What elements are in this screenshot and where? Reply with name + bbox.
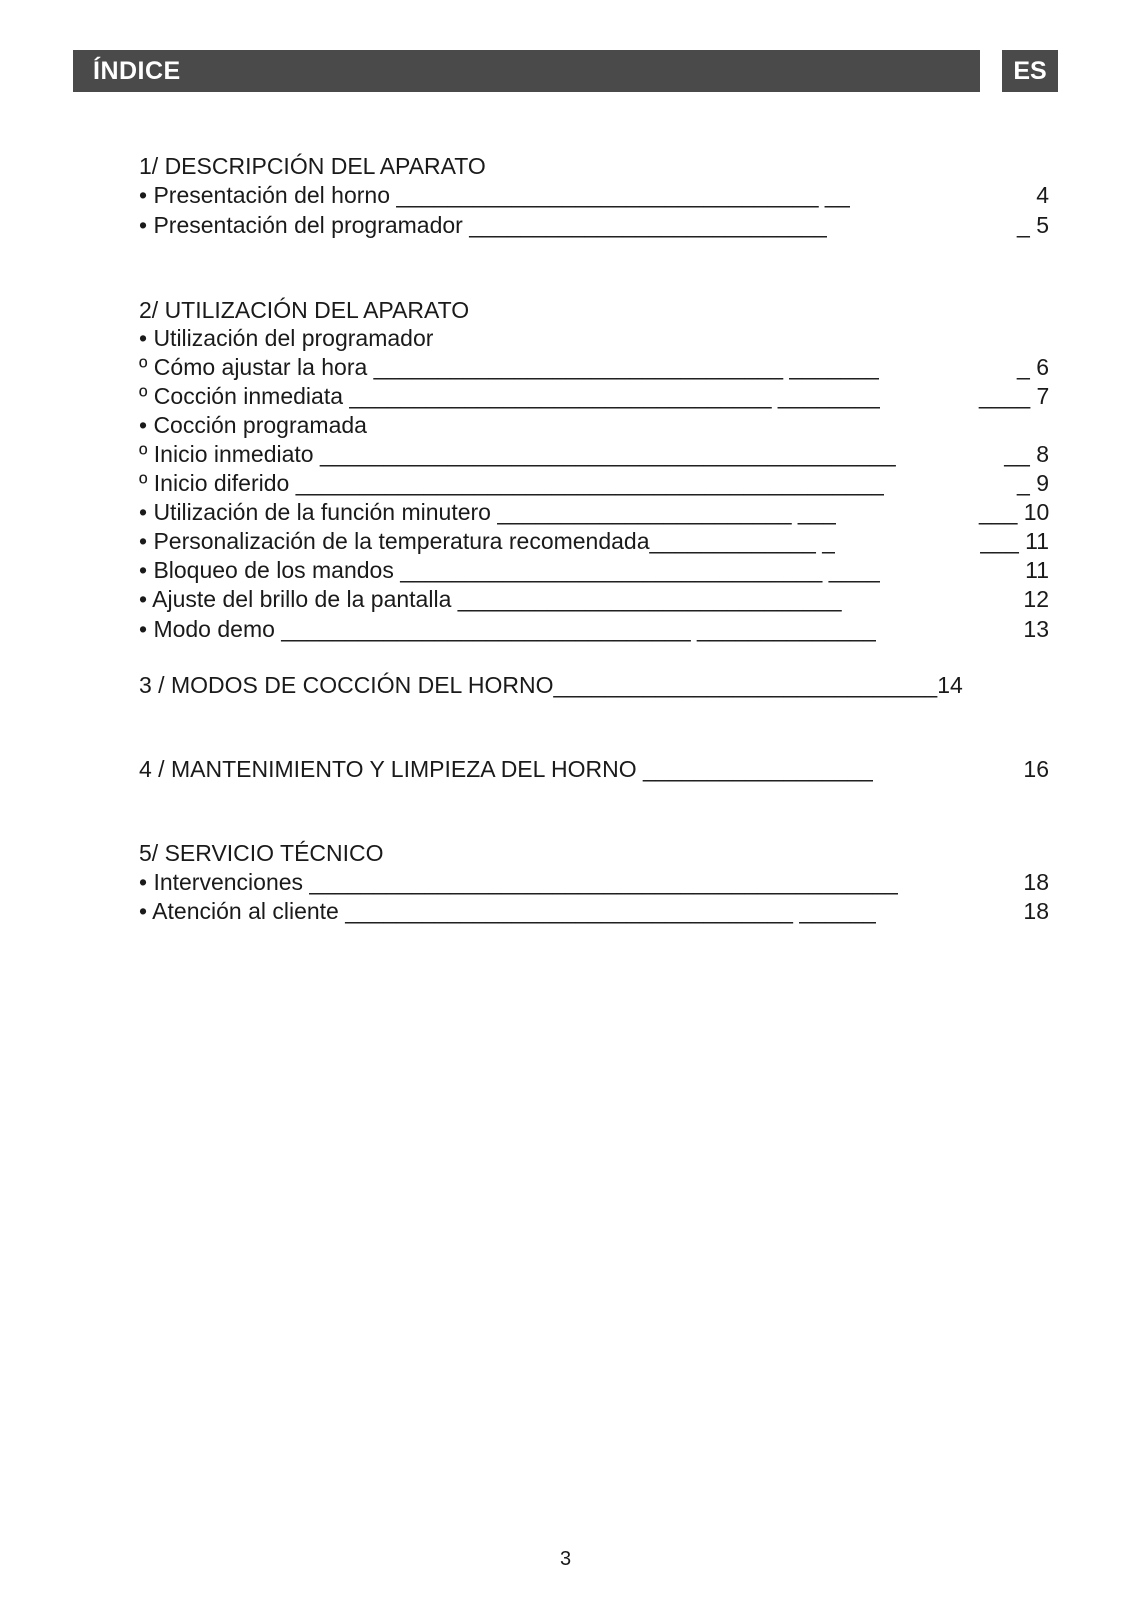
section-title: 5/ SERVICIO TÉCNICO — [139, 840, 384, 866]
toc-entry-text: • Cocción programada — [139, 412, 367, 438]
toc-entry-text: • Presentación del horno _________________________________ __ — [139, 182, 851, 208]
toc-entry-page: __ 8 — [1004, 441, 1049, 467]
section-title: 3 / MODOS DE COCCIÓN DEL HORNO______________________________14 — [139, 672, 963, 698]
toc-entry-page: 16 — [1023, 756, 1049, 782]
section-title: 1/ DESCRIPCIÓN DEL APARATO — [139, 153, 486, 179]
toc-entry[interactable] — [139, 180, 1049, 210]
toc-entry-page: 13 — [1023, 616, 1049, 642]
toc-section-5 — [139, 839, 1049, 925]
toc-entry[interactable] — [139, 440, 1049, 468]
toc-entry[interactable] — [139, 556, 1049, 584]
toc-entry-page: ____ 7 — [979, 383, 1050, 409]
toc-entry[interactable] — [139, 410, 1049, 440]
toc-entry-text: • Ajuste del brillo de la pantalla ______________________________ — [139, 586, 842, 612]
toc-entry-text: º Inicio inmediato _____________________________________________ — [139, 441, 896, 467]
toc-section-1 — [139, 152, 1049, 240]
toc-entry-page: 18 — [1023, 869, 1049, 895]
toc-entry-text: º Inicio diferido ______________________________________________ — [139, 470, 885, 496]
language-badge: ES — [1002, 50, 1058, 92]
toc-entry[interactable] — [139, 526, 1049, 556]
toc-section-3[interactable] — [139, 671, 1049, 699]
toc-entry-page: ___ 10 — [979, 499, 1050, 525]
toc-entry-text: • Bloqueo de los mandos _________________________________ ____ — [139, 557, 880, 583]
toc-entry[interactable] — [139, 352, 1049, 382]
toc-entry-text: • Presentación del programador ____________________________ — [139, 212, 828, 238]
toc-entry[interactable] — [139, 382, 1049, 410]
toc-entry-page: _ 6 — [1017, 354, 1049, 380]
toc-entry-text: • Utilización de la función minutero _______________________ ___ — [139, 499, 837, 525]
table-of-contents — [139, 152, 1049, 925]
toc-entry-text: • Modo demo ________________________________ ______________ — [139, 616, 877, 642]
toc-entry-page: 11 — [1025, 557, 1049, 583]
toc-entry-text: º Cómo ajustar la hora ________________________________ _______ — [139, 354, 879, 380]
toc-entry[interactable] — [139, 210, 1049, 240]
toc-entry[interactable] — [139, 324, 1049, 352]
header-bar — [73, 50, 980, 92]
toc-entry[interactable] — [139, 755, 1049, 783]
section-title: 2/ UTILIZACIÓN DEL APARATO — [139, 297, 470, 323]
toc-section-4[interactable] — [139, 755, 1049, 783]
toc-entry-page: _ 5 — [1017, 212, 1049, 238]
toc-entry-text: • Atención al cliente ___________________________________ ______ — [139, 898, 877, 924]
toc-entry-page: 4 — [1036, 182, 1049, 208]
toc-entry-text: • Intervenciones ______________________________________________ — [139, 869, 898, 895]
toc-entry-page: 18 — [1023, 898, 1049, 924]
page-number: 3 — [559, 1548, 572, 1570]
page-title: ÍNDICE — [93, 56, 181, 85]
toc-entry-page — [979, 410, 1049, 440]
toc-entry[interactable] — [139, 867, 1049, 897]
toc-section-2 — [139, 296, 1049, 644]
toc-entry-text: º Cocción inmediata _________________________________ ________ — [139, 383, 881, 409]
section-title: 4 / MANTENIMIENTO Y LIMPIEZA DEL HORNO __________________ — [139, 756, 874, 782]
toc-entry-text: • Utilización del programador — [139, 325, 434, 351]
toc-entry-page: 12 — [1023, 586, 1049, 612]
toc-entry[interactable] — [139, 897, 1049, 925]
toc-entry[interactable] — [139, 468, 1049, 498]
toc-entry-page: _ 9 — [1017, 470, 1049, 496]
toc-entry[interactable] — [139, 498, 1049, 526]
toc-entry-page: ___ 11 — [980, 528, 1049, 554]
toc-entry[interactable] — [139, 584, 1049, 614]
toc-entry[interactable] — [139, 614, 1049, 644]
toc-entry-page — [979, 324, 1049, 352]
toc-entry-text: • Personalización de la temperatura recomendada_____________ _ — [139, 528, 835, 554]
